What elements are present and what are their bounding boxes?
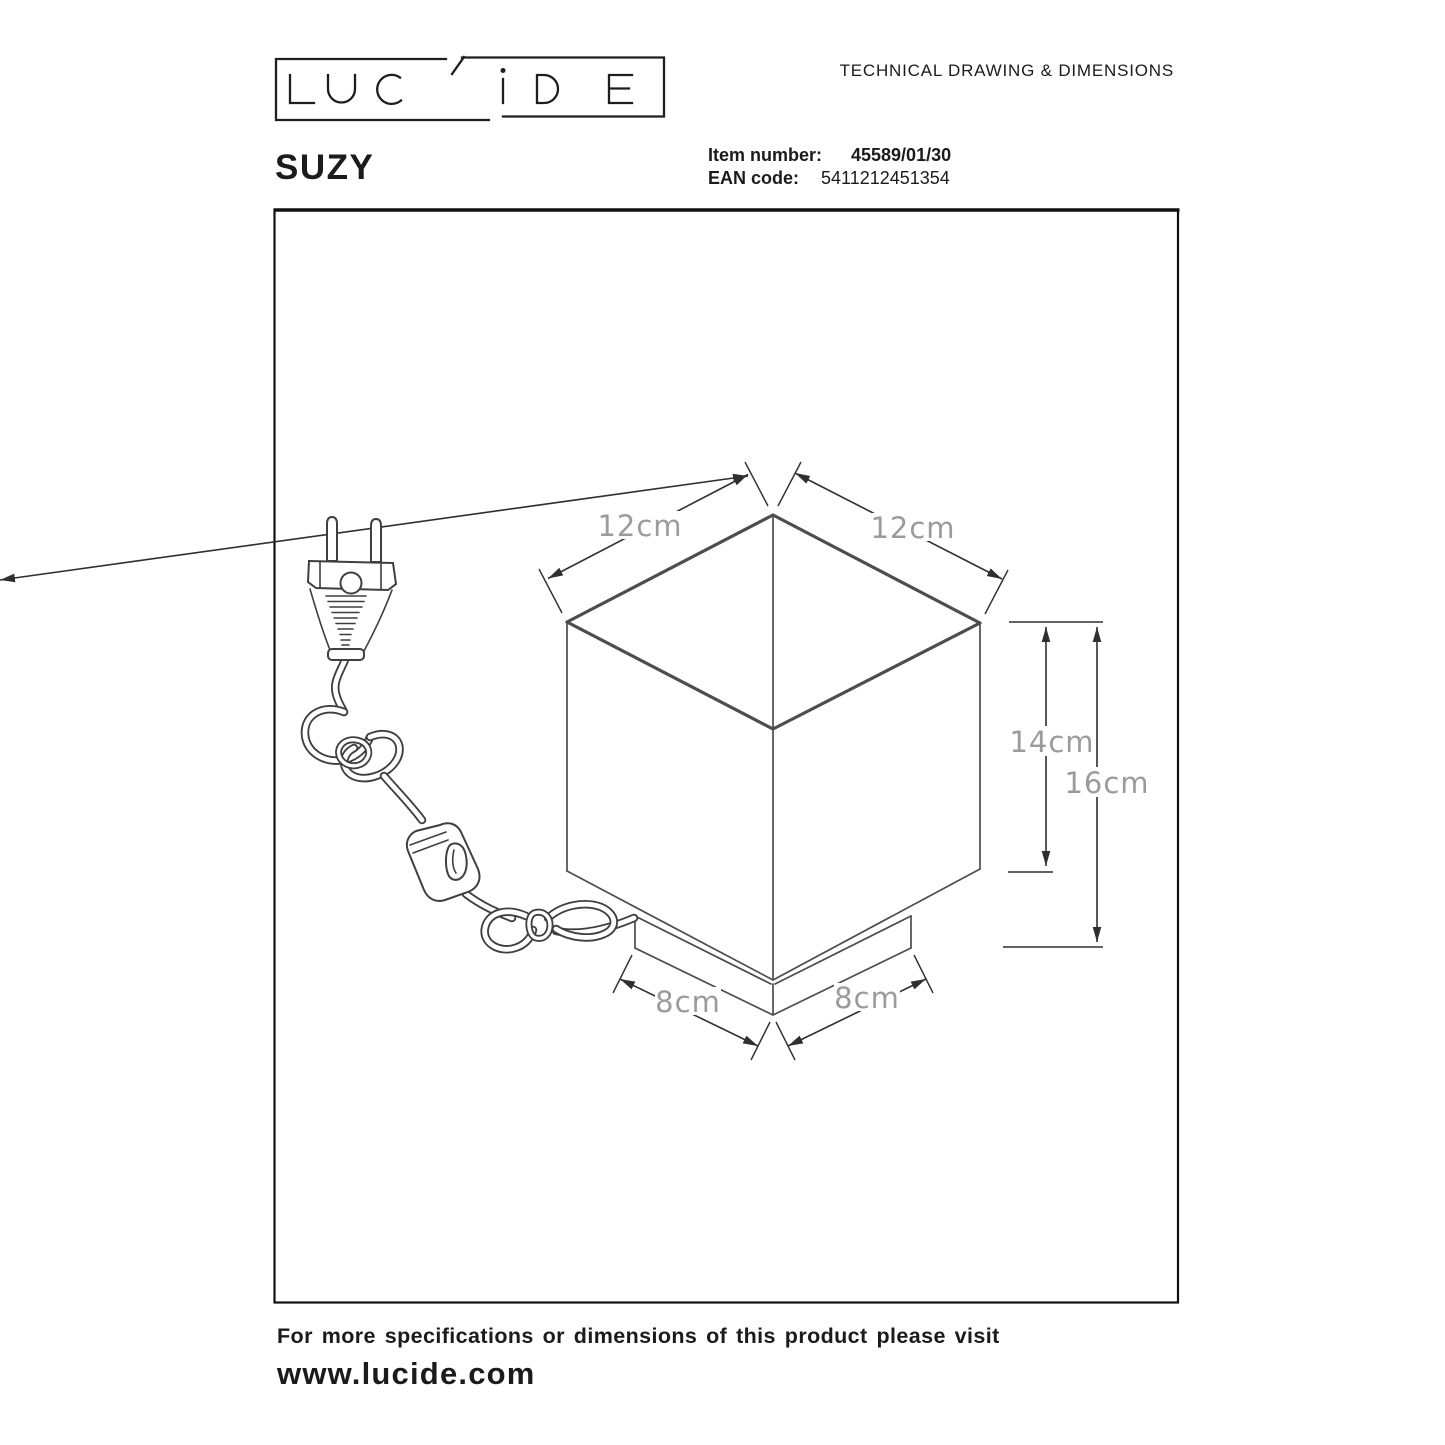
logo-letter-d xyxy=(537,75,558,103)
footer-website-link[interactable]: www.lucide.com xyxy=(277,1356,536,1391)
dim-label-top-right: 12cm xyxy=(870,511,956,545)
plug-prong-right xyxy=(371,519,381,562)
dim-label-height-outer: 16cm xyxy=(1064,766,1150,800)
lamp-shade-cube xyxy=(567,515,980,980)
dimension-height-16cm xyxy=(1003,627,1152,947)
plug-screw-hole xyxy=(341,573,362,594)
item-number-value: 45589/01/30 xyxy=(851,145,952,165)
logo-frame-right xyxy=(462,58,664,117)
plug-collar xyxy=(328,649,364,660)
lucide-logo xyxy=(276,57,664,120)
doc-title: TECHNICAL DRAWING & DIMENSIONS xyxy=(839,61,1174,80)
logo-letter-i-dot xyxy=(501,68,506,73)
dim-label-base-left: 8cm xyxy=(655,985,721,1019)
dim-label-top-left: 12cm xyxy=(597,509,683,543)
inline-switch xyxy=(407,823,480,901)
product-identifiers xyxy=(708,145,951,188)
dim-label-base-right: 8cm xyxy=(834,981,900,1015)
dimension-top-right-12cm xyxy=(778,462,1008,614)
ean-code-value: 5411212451354 xyxy=(821,168,950,188)
euro-plug xyxy=(308,517,396,660)
dimension-base-right-8cm xyxy=(776,955,933,1060)
power-cord xyxy=(305,660,634,949)
dimension-height-14cm xyxy=(1008,622,1103,872)
logo-letter-e xyxy=(609,75,632,103)
plug-prong-left xyxy=(327,517,337,561)
item-number-label: Item number: xyxy=(708,145,823,165)
ean-code-label: EAN code: xyxy=(708,168,800,188)
logo-c-accent xyxy=(452,57,464,74)
dimension-base-left-8cm xyxy=(613,955,770,1060)
dim-label-height-inner: 14cm xyxy=(1009,725,1095,759)
logo-letter-l xyxy=(290,75,314,103)
switch-slot xyxy=(446,843,467,879)
footer-note: For more specifications or dimensions of this product please visit xyxy=(277,1324,1000,1348)
product-name: SUZY xyxy=(275,148,375,187)
logo-letter-u xyxy=(328,75,355,103)
logo-letter-c xyxy=(377,75,401,104)
